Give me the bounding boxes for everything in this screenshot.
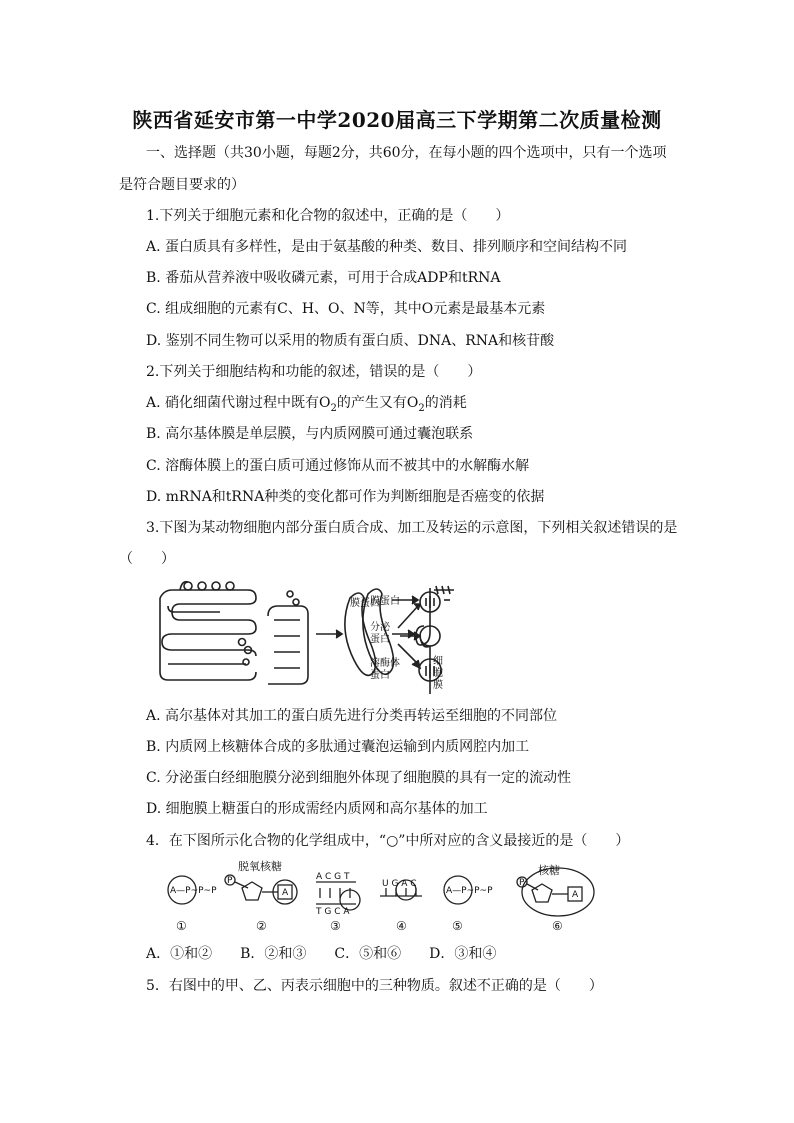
label-membrane-protein: 膜蛋白 [370,596,400,607]
fig-num-3: ③ [330,919,341,933]
q2-stem: 2.下列关于细胞结构和功能的叙述，错误的是（ ） [146,364,482,380]
q5-stem: 5．右图中的甲、乙、丙表示细胞中的三种物质。叙述不正确的是（ ） [146,978,603,994]
q1-option-b: B. 番茄从营养液中吸收磷元素，可用于合成ADP和tRNA [146,270,501,286]
label-lysosome-2: 蛋白 [370,670,390,681]
q1-option-d: D. 鉴别不同生物可以采用的物质有蛋白质、DNA、RNA和核苷酸 [146,333,555,349]
q1-option-c: C. 组成细胞的元素有C、H、O、N等，其中O元素是最基本元素 [146,301,546,317]
section-header-line1: 一、选择题（共30小题，每题2分，共60分，在每小题的四个选项中，只有一个选项 [146,145,667,161]
q2-option-d: D. mRNA和tRNA种类的变化都可作为判断细胞是否癌变的依据 [146,489,545,505]
fig-dna-top: A C G T [316,872,350,882]
fig-ribose: 核糖 [538,864,560,877]
fig-dna-bottom: T G C A [316,907,350,917]
fig-a-2: A [282,888,289,898]
q3-option-d: D. 细胞膜上糖蛋白的形成需经内质网和高尔基体的加工 [146,801,488,817]
q2-option-a: A. 硝化细菌代谢过程中既有$O_2$的产生又有$O_2$的消耗 [146,395,467,414]
chemical-composition-diagram [160,860,600,936]
section-header-line2: 是符合题目要求的） [119,177,245,193]
fig-rna: U G A C [382,879,417,889]
fig-atp-1: A—P~P~P [170,886,217,896]
label-cell-membrane-2: 胞 [433,668,443,679]
q3-stem-line2: （ ） [119,551,175,567]
fig-num-6: ⑥ [552,919,563,933]
q1-option-a: A. 蛋白质具有多样性，是由于氨基酸的种类、数目、排列顺序和空间结构不同 [146,239,628,255]
protein-transport-diagram-right [330,576,470,698]
q4-stem: 4．在下图所示化合物的化学组成中，“○”中所对应的含义最接近的是（ ） [146,833,630,849]
q2-option-b: B. 高尔基体膜是单层膜，与内质网膜可通过囊泡联系 [146,426,474,442]
q3-option-a: A. 高尔基体对其加工的蛋白质先进行分类再转运至细胞的不同部位 [146,708,558,724]
fig-atp-2: A—P~P~P [446,886,493,896]
fig-p-6: P [519,878,525,888]
fig-num-5: ⑤ [452,919,463,933]
label-lysosome-1: 溶酶体 [370,658,400,669]
q4-options: A．①和② B．②和③ C．⑤和⑥ D．③和④ [146,946,497,962]
label-cell-membrane-3: 膜 [433,680,443,691]
q3-stem-line1: 3.下图为某动物细胞内部分蛋白质合成、加工及转运的示意图，下列相关叙述错误的是 [146,520,678,536]
q1-stem: 1.下列关于细胞元素和化合物的叙述中，正确的是（ ） [146,208,510,224]
q3-option-c: C. 分泌蛋白经细胞膜分泌到细胞外体现了细胞膜的具有一定的流动性 [146,770,572,786]
label-secretory-1: 分泌 [370,622,390,633]
q2-option-c: C. 溶酶体膜上的蛋白质可通过修饰从而不被其中的水解酶水解 [146,458,530,474]
fig-deoxyribose: 脱氧核糖 [238,860,282,873]
label-cell-membrane-1: 细 [433,656,443,667]
q3-option-b: B. 内质网上核糖体合成的多肽通过囊泡运输到内质网腔内加工 [146,739,530,755]
fig-num-4: ④ [396,919,407,933]
label-secretory-2: 蛋白 [370,634,390,645]
label-membrane-protein: 膜蛋白 [350,598,380,609]
fig-num-1: ① [176,919,187,933]
fig-a-6: A [572,890,579,900]
page-title: 陕西省延安市第一中学2020届高三下学期第二次质量检测 [132,108,662,132]
fig-p-2: P [227,876,233,886]
fig-num-2: ② [256,919,267,933]
